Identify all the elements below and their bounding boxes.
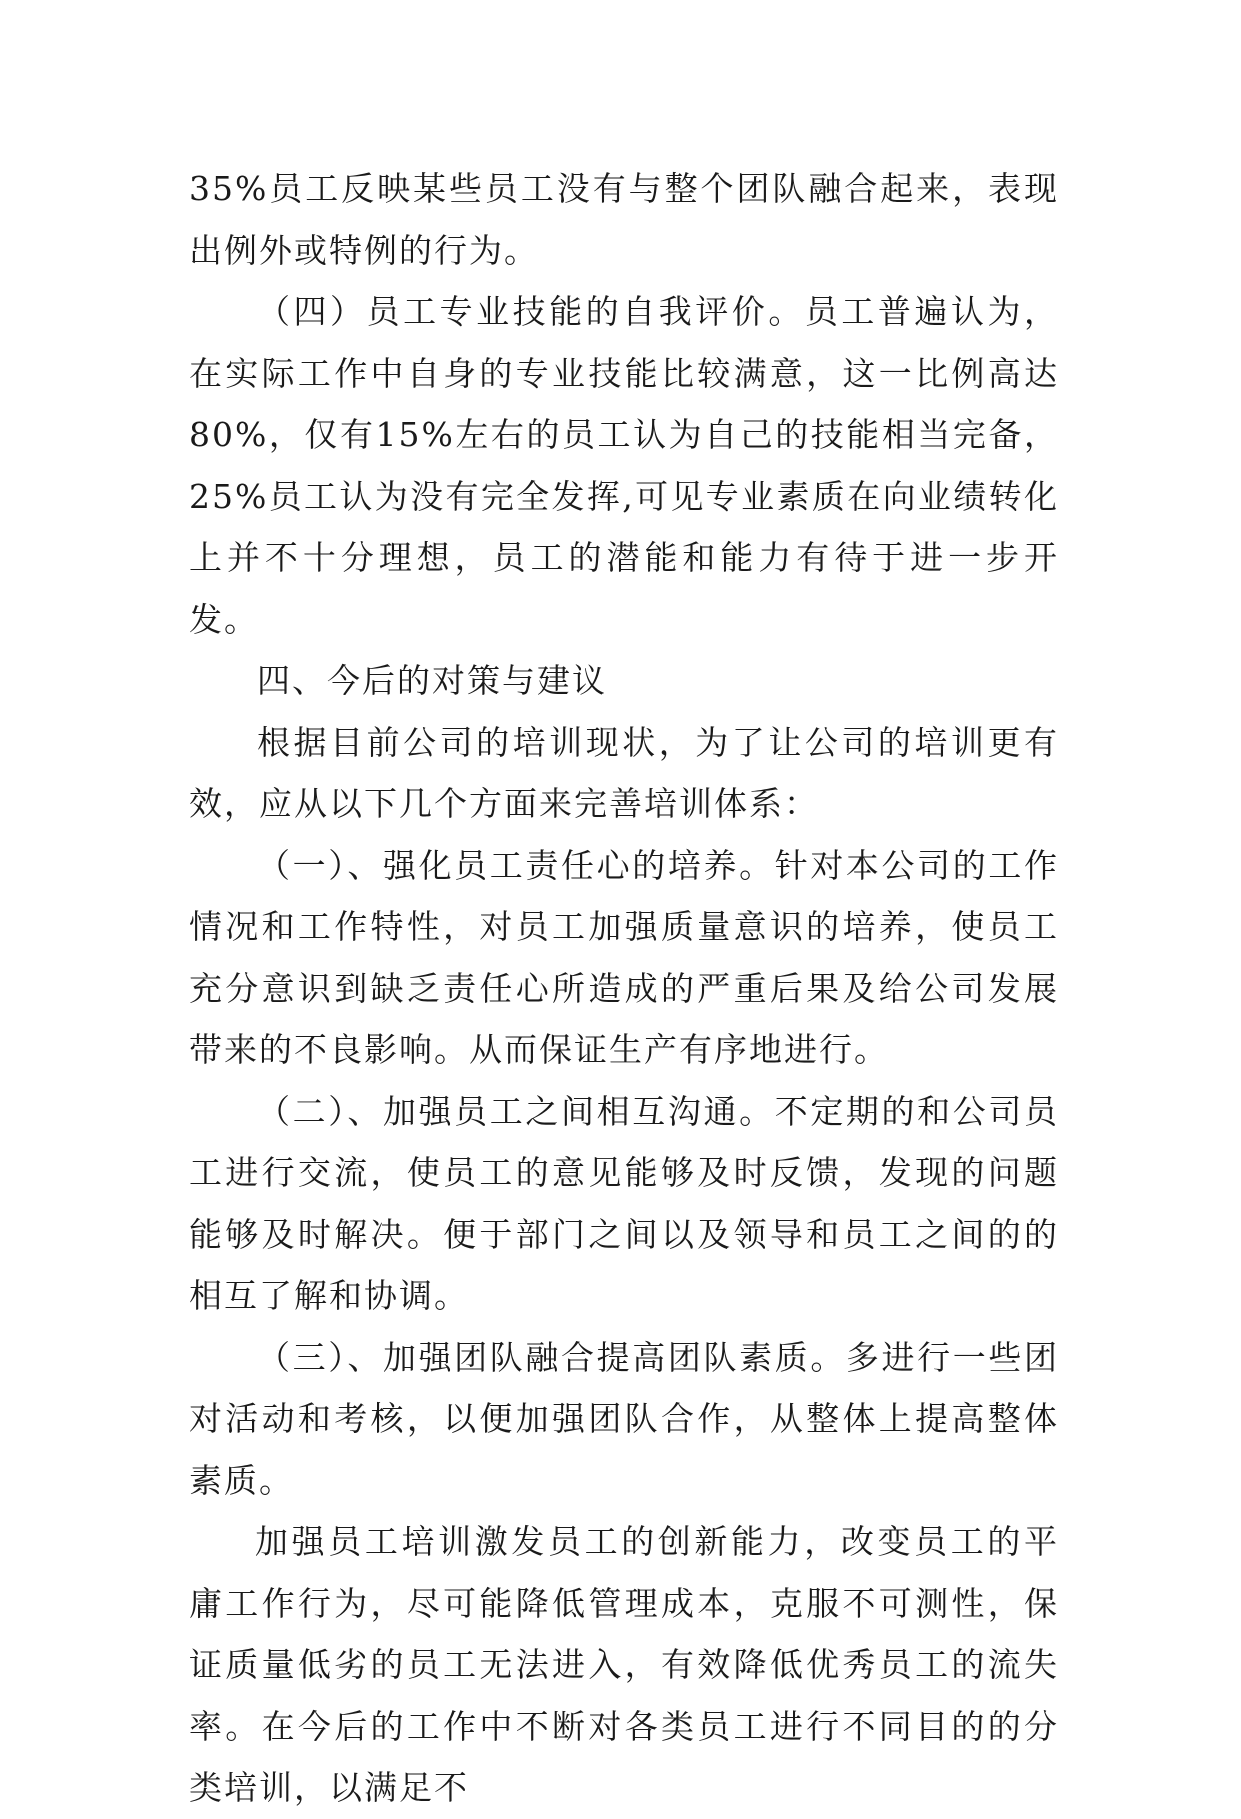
document-body [189,158,1059,1819]
paragraph-team-integration: 35%员工反映某些员工没有与整个团队融合起来，表现出例外或特例的行为。 [189,169,1059,270]
section-heading-countermeasures: 四、今后的对策与建议 [257,661,607,700]
paragraph-communication: （二）、加强员工之间相互沟通。不定期的和公司员工进行交流，使员工的意见能够及时反馈，发现的问题能够及时解决。便于部门之间以及领导和员工之间的的相互了解和协调。 [189,1091,1059,1315]
paragraph-team-quality: （三）、加强团队融合提高团队素质。多进行一些团对活动和考核，以便加强团队合作，从整体上提高整体素质。 [189,1337,1059,1500]
paragraph-innovation: 加强员工培训激发员工的创新能力，改变员工的平庸工作行为，尽可能降低管理成本，克服不可测性，保证质量低劣的员工无法进入，有效降低优秀员工的流失率。在今后的工作中不断对各类员工进行不同目的的分类培训，以满足不 [189,1522,1059,1807]
paragraph-skill-self-evaluation: （四）员工专业技能的自我评价。员工普遍认为，在实际工作中自身的专业技能比较满意，这一比例高达80%，仅有15%左右的员工认为自己的技能相当完备，25%员工认为没有完全发挥,可见专业素质在向业绩转化上并不十分理想，员工的潜能和能力有待于进一步开发。 [189,292,1059,639]
paragraph-responsibility: （一）、强化员工责任心的培养。针对本公司的工作情况和工作特性，对员工加强质量意识的培养，使员工充分意识到缺乏责任心所造成的严重后果及给公司发展带来的不良影响。从而保证生产有序地进行。 [189,845,1059,1069]
paragraph-training-intro: 根据目前公司的培训现状，为了让公司的培训更有效，应从以下几个方面来完善培训体系： [189,722,1059,823]
